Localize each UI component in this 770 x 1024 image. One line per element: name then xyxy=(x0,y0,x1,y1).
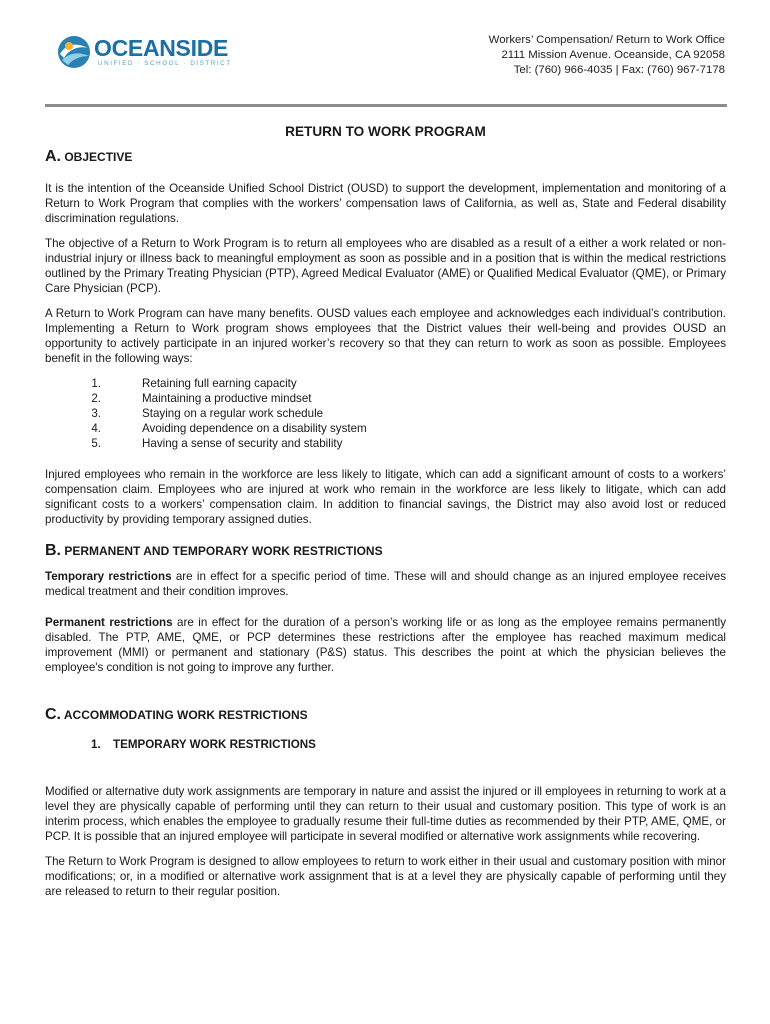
section-a-paragraph: Injured employees who remain in the workforce are less likely to litigate, which can add a significant amount of costs to a workers’ compensation claim. Employees who are injured at work who remain in the workforce are less likely to litigate, which can add significant costs to a workers’ compensation claim. In addition to financial savings, the District may also avoid lost or reduced productivity by providing temporary assigned duties. xyxy=(45,468,726,526)
document-body xyxy=(45,124,726,899)
office-contact-block xyxy=(489,33,725,78)
list-item: 3. Staying on a regular work schedule xyxy=(91,407,324,420)
logo-subtitle: UNIFIED · SCHOOL · DISTRICT xyxy=(98,60,232,67)
office-name: Workers’ Compensation/ Return to Work Office xyxy=(488,34,725,46)
permanent-restrictions-paragraph: Permanent restrictions are in effect for the duration of a person’s working life or as long as the employee remains permanently disabled. The PTP, AME, QME, or PCP determines these restrictions after the employee has reached maximum medical improvement (MMI) or permanent and stationary (P&S) status. This describes the point at which the physician believes the employee's condition is not going to improve any further. xyxy=(45,616,726,674)
office-address: 2111 Mission Avenue. Oceanside, CA 92058 xyxy=(501,49,725,61)
document-title: RETURN TO WORK PROGRAM xyxy=(285,124,486,139)
benefits-list xyxy=(45,376,726,451)
section-c-paragraph: The Return to Work Program is designed to allow employees to return to work either in their usual and customary position with minor modifications; or, in a modified or alternative work assignment that is at a level they are physically capable of performing until they are released to return to their regular position. xyxy=(45,855,726,898)
temporary-restrictions-paragraph: Temporary restrictions are in effect for a specific period of time. These will and should change as an injured employee receives medical treatment and their condition improves. xyxy=(45,570,726,598)
district-logo xyxy=(56,34,232,70)
section-c-heading: C. ACCOMMODATING WORK RESTRICTIONS xyxy=(45,706,308,723)
section-a-paragraph: It is the intention of the Oceanside Unified School District (OUSD) to support the development, implementation and monitoring of a Return to Work Program that complies with the workers’ compensation laws of California, as well as, State and Federal disability discrimination regulations. xyxy=(45,182,726,225)
list-item: 4. Avoiding dependence on a disability system xyxy=(91,422,367,435)
section-c-paragraph: Modified or alternative duty work assignments are temporary in nature and assist the injured or ill employees in returning to work at a level they are physically capable of performing until they can return to their usual and customary position. This type of work is an interim process, which enables the employee to gradually resume their full-time duties as recommended by their PTP, AME, QME, or PCP. It is possible that an injured employee will participate in several modified or alternative work assignments while recovering. xyxy=(45,785,726,843)
header-divider xyxy=(45,104,727,107)
section-a-paragraph: A Return to Work Program can have many benefits. OUSD values each employee and acknowledges each individual’s contribution. Implementing a Return to Work program shows employees that the District values their well-being and provides OUSD an opportunity to actively participate in an injured worker’s recovery so that they can return to work as soon as possible. Employees benefit in the following ways: xyxy=(45,307,726,365)
list-item: 1. Retaining full earning capacity xyxy=(91,377,297,390)
list-item: 5. Having a sense of security and stability xyxy=(91,437,343,450)
temporary-restrictions-term: Temporary restrictions xyxy=(45,570,172,583)
list-item: 2. Maintaining a productive mindset xyxy=(91,392,312,405)
subsection-heading: 1. TEMPORARY WORK RESTRICTIONS xyxy=(91,738,316,751)
office-phone: Tel: (760) 966-4035 | Fax: (760) 967-7178 xyxy=(513,64,725,76)
section-a-paragraph: The objective of a Return to Work Program is to return all employees who are disabled as a result of a either a work related or non-industrial injury or illness back to meaningful employment as soon as possible and in a position that is within the medical restrictions outlined by the Primary Treating Physician (PTP), Agreed Medical Evaluator (AME) or Qualified Medical Evaluator (QME), or Primary Care Physician (PCP). xyxy=(45,237,726,295)
permanent-restrictions-term: Permanent restrictions xyxy=(45,616,173,629)
section-a-heading: A. OBJECTIVE xyxy=(45,148,133,165)
logo-wordmark: OCEANSIDE xyxy=(94,35,229,61)
section-b-heading: B. PERMANENT AND TEMPORARY WORK RESTRICTIONS xyxy=(45,542,383,559)
wave-logo-icon xyxy=(56,34,92,70)
